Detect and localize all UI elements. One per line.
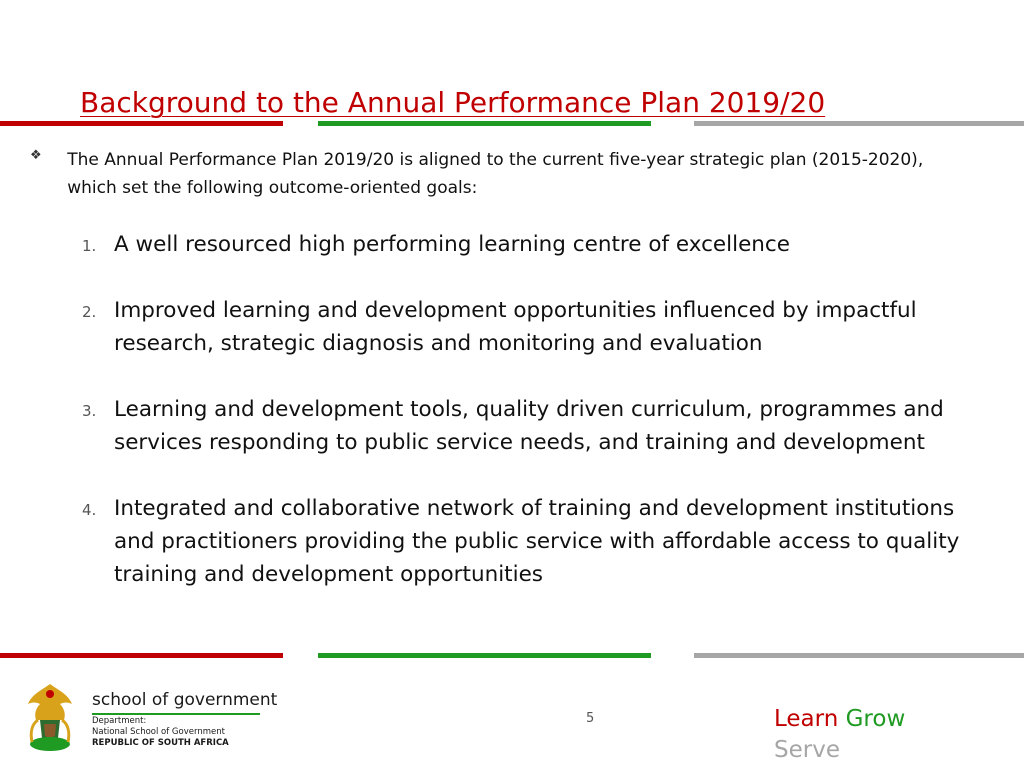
bottom-rule-grey — [694, 653, 1024, 658]
slide-title: Background to the Annual Performance Plan 2019/20 — [80, 86, 826, 119]
coat-of-arms-icon — [22, 680, 78, 754]
goal-item — [82, 393, 982, 459]
bottom-rule-red — [0, 653, 283, 658]
diamond-bullet-icon: ❖ — [30, 148, 42, 163]
goal-item — [82, 492, 982, 591]
goal-item — [82, 228, 982, 261]
goal-text: Learning and development tools, quality driven curriculum, programmes and services responding to public service needs, and training and development — [114, 397, 944, 455]
school-of-government-logo — [22, 680, 278, 758]
goals-list — [82, 228, 982, 624]
dept-name: National School of Government — [92, 727, 225, 737]
intro-paragraph — [30, 146, 930, 202]
tagline-learn: Learn — [774, 706, 839, 732]
goal-text: Improved learning and development opportunities influenced by impactful research, strategic diagnosis and monitoring and evaluation — [114, 298, 917, 356]
top-rule-red — [0, 121, 283, 126]
tagline-grow: Grow — [845, 706, 906, 732]
country-name: REPUBLIC OF SOUTH AFRICA — [92, 738, 229, 748]
goal-text: A well resourced high performing learning centre of excellence — [114, 232, 790, 257]
logo-title: school of government — [92, 690, 278, 710]
bottom-rule-green — [318, 653, 651, 658]
goal-number: 1. — [82, 237, 97, 255]
goal-number: 2. — [82, 303, 97, 321]
logo-department — [92, 716, 229, 749]
goal-text: Integrated and collaborative network of training and development institutions and practitioners providing the public service with affordable access to quality training and development opportunities — [114, 496, 960, 587]
logo-underline — [92, 713, 260, 715]
goal-item — [82, 294, 982, 360]
page-number: 5 — [586, 711, 595, 726]
top-rule-green — [318, 121, 651, 126]
tagline — [774, 704, 1014, 766]
intro-text: The Annual Performance Plan 2019/20 is aligned to the current five-year strategic plan (2015-2020), which set the following outcome-oriented goals: — [67, 150, 924, 198]
top-rule-grey — [694, 121, 1024, 126]
goal-number: 4. — [82, 501, 97, 519]
tagline-serve: Serve — [774, 737, 840, 763]
goal-number: 3. — [82, 402, 97, 420]
dept-label: Department: — [92, 716, 147, 726]
